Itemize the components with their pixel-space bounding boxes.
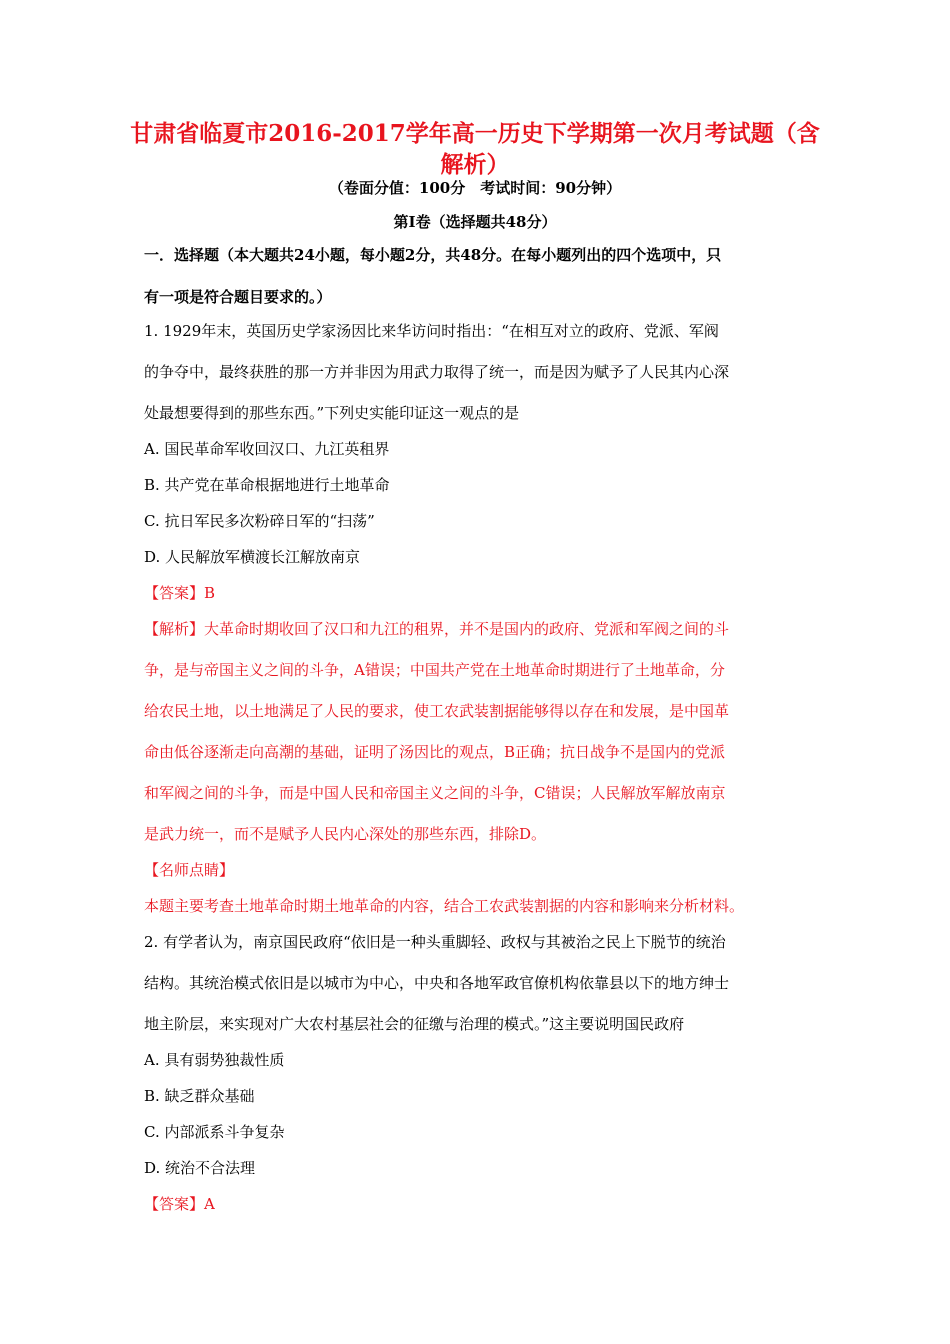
question-2-option-c: C. 内部派系斗争复杂 <box>144 1123 285 1141</box>
question-1-stem-line: 处最想要得到的那些东西。”下列史实能印证这一观点的是 <box>144 404 520 422</box>
question-1-option-c: C. 抗日军民多次粉碎日军的“扫荡” <box>144 512 375 530</box>
question-1-analysis-line: 是武力统一，而不是赋予人民内心深处的那些东西，排除D。 <box>144 825 547 843</box>
section-heading: 第Ⅰ卷（选择题共48分） <box>393 213 557 231</box>
question-1-tip-text: 本题主要考查土地革命时期土地革命的内容，结合工农武装割据的内容和影响来分析材料。 <box>144 897 745 915</box>
document-title: 甘肃省临夏市2016-2017学年高一历史下学期第一次月考试题（含解析） <box>130 120 820 178</box>
question-2-stem-line: 地主阶层，来实现对广大农村基层社会的征缴与治理的模式。”这主要说明国民政府 <box>144 1015 685 1033</box>
question-1-option-b: B. 共产党在革命根据地进行土地革命 <box>144 476 390 494</box>
instructions-line-2: 有一项是符合题目要求的。） <box>144 288 332 306</box>
question-1-analysis-line: 和军阀之间的斗争，而是中国人民和帝国主义之间的斗争，C错误；人民解放军解放南京 <box>144 784 726 802</box>
question-1-tip-heading: 【名师点睛】 <box>144 861 235 879</box>
question-1-stem-line: 1. 1929年末，英国历史学家汤因比来华访问时指出：“在相互对立的政府、党派、军阀 <box>144 322 719 340</box>
exam-meta: （卷面分值：100分 考试时间：90分钟） <box>328 179 622 197</box>
question-1-analysis-line: 命由低谷逐渐走向高潮的基础，证明了汤因比的观点，B正确；抗日战争不是国内的党派 <box>144 743 726 761</box>
question-1-analysis-line: 【解析】大革命时期收回了汉口和九江的租界，并不是国内的政府、党派和军阀之间的斗 <box>144 620 730 638</box>
question-1-option-d: D. 人民解放军横渡长江解放南京 <box>144 548 361 566</box>
question-2-option-d: D. 统治不合法理 <box>144 1159 256 1177</box>
question-2-option-b: B. 缺乏群众基础 <box>144 1087 255 1105</box>
question-2-option-a: A. 具有弱势独裁性质 <box>144 1051 285 1069</box>
question-1-analysis-line: 给农民土地，以土地满足了人民的要求，使工农武装割据能够得以存在和发展，是中国革 <box>144 702 730 720</box>
question-1-analysis-line: 争，是与帝国主义之间的斗争，A错误；中国共产党在土地革命时期进行了土地革命，分 <box>144 661 725 679</box>
question-1-option-a: A. 国民革命军收回汉口、九江英租界 <box>144 440 390 458</box>
question-2-stem-line: 结构。其统治模式依旧是以城市为中心，中央和各地军政官僚机构依靠县以下的地方绅士 <box>144 974 730 992</box>
question-1-stem-line: 的争夺中，最终获胜的那一方并非因为用武力取得了统一，而是因为赋予了人民其内心深 <box>144 363 730 381</box>
question-1-answer: 【答案】B <box>144 584 216 602</box>
question-2-answer: 【答案】A <box>144 1195 215 1213</box>
question-2-stem-line: 2. 有学者认为，南京国民政府“依旧是一种头重脚轻、政权与其被治之民上下脱节的统治 <box>144 933 726 951</box>
instructions-line-1: 一．选择题（本大题共24小题，每小题2分，共48分。在每小题列出的四个选项中，只 <box>144 246 722 264</box>
